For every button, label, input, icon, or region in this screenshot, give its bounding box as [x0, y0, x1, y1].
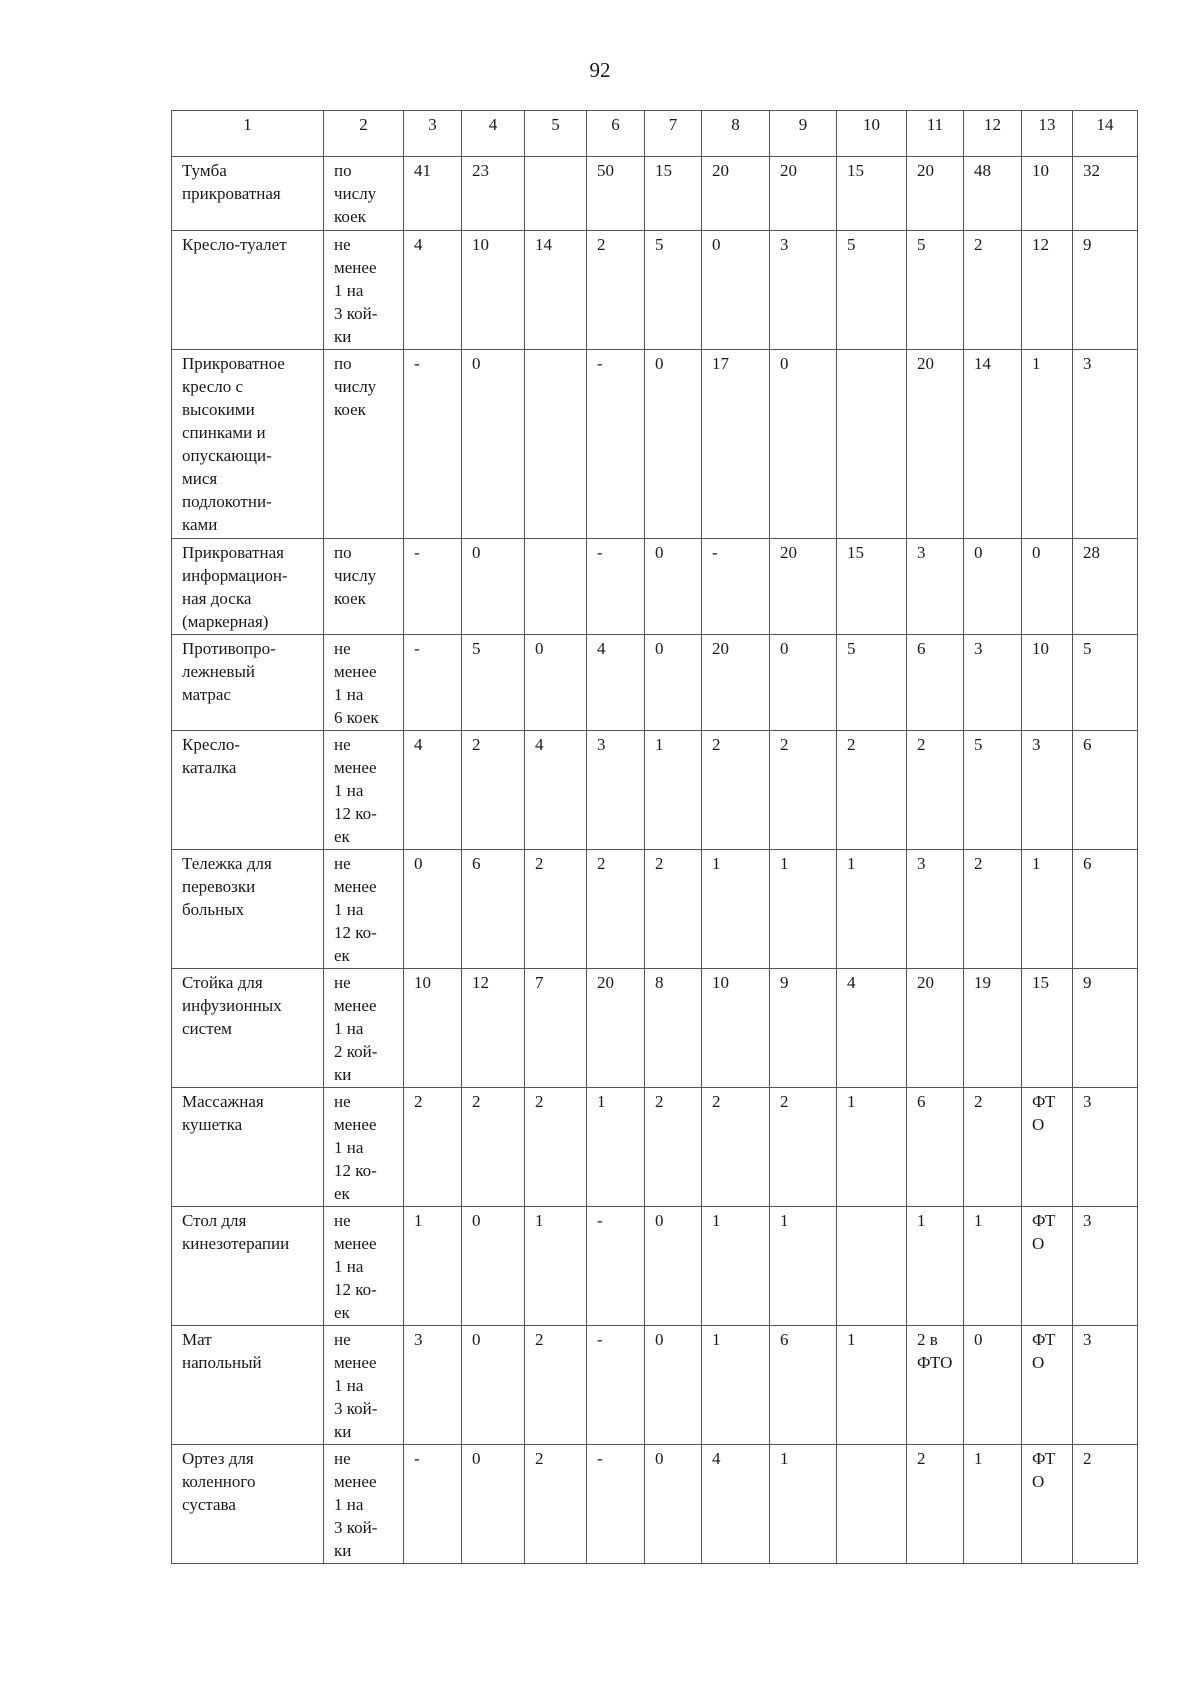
value-cell: 23	[462, 157, 525, 231]
norm-cell: не менее 1 на 12 ко- ек	[324, 1207, 404, 1326]
value-cell: 1	[702, 1207, 770, 1326]
value-cell: 0	[1022, 539, 1073, 635]
value-cell: ФТО	[1022, 1088, 1073, 1207]
value-cell: 2	[1073, 1445, 1138, 1564]
value-cell: 14	[525, 231, 587, 350]
value-cell: 5	[1073, 635, 1138, 731]
value-cell: 5	[907, 231, 964, 350]
value-cell: 15	[645, 157, 702, 231]
value-cell: 41	[404, 157, 462, 231]
value-cell: 1	[837, 850, 907, 969]
equipment-name-cell: Противопро- лежневый матрас	[172, 635, 324, 731]
value-cell: 1	[702, 850, 770, 969]
value-cell: 2	[587, 850, 645, 969]
column-number-header: 7	[645, 111, 702, 157]
value-cell: 0	[964, 539, 1022, 635]
value-cell: 0	[770, 350, 837, 539]
value-cell: 2	[645, 850, 702, 969]
value-cell: 1	[1022, 850, 1073, 969]
value-cell: 0	[964, 1326, 1022, 1445]
column-number-header: 11	[907, 111, 964, 157]
column-number-header: 4	[462, 111, 525, 157]
value-cell: 2	[462, 1088, 525, 1207]
value-cell: 0	[645, 350, 702, 539]
value-cell: -	[404, 635, 462, 731]
table-header-row	[172, 111, 1138, 157]
column-number-header: 12	[964, 111, 1022, 157]
value-cell: 9	[770, 969, 837, 1088]
equipment-name-cell: Тумба прикроватная	[172, 157, 324, 231]
value-cell: 6	[770, 1326, 837, 1445]
value-cell: 0	[645, 1207, 702, 1326]
value-cell: 1	[645, 731, 702, 850]
value-cell: 2	[525, 1326, 587, 1445]
equipment-name-cell: Кресло-туалет	[172, 231, 324, 350]
value-cell: 9	[1073, 969, 1138, 1088]
value-cell: -	[587, 539, 645, 635]
value-cell: 2	[837, 731, 907, 850]
norm-cell: не менее 1 на 12 ко- ек	[324, 850, 404, 969]
value-cell: 5	[837, 231, 907, 350]
value-cell: 5	[964, 731, 1022, 850]
norm-cell: по числу коек	[324, 350, 404, 539]
value-cell: 20	[702, 157, 770, 231]
value-cell: 8	[645, 969, 702, 1088]
value-cell: 3	[907, 539, 964, 635]
equipment-name-cell: Стойка для инфузионных систем	[172, 969, 324, 1088]
value-cell: 1	[587, 1088, 645, 1207]
value-cell: 1	[1022, 350, 1073, 539]
norm-cell: не менее 1 на 6 коек	[324, 635, 404, 731]
value-cell: 2 в ФТО	[907, 1326, 964, 1445]
value-cell	[837, 1445, 907, 1564]
value-cell: 0	[645, 539, 702, 635]
table-row	[172, 1445, 1138, 1564]
value-cell: 3	[1073, 350, 1138, 539]
value-cell: 2	[964, 850, 1022, 969]
value-cell	[525, 157, 587, 231]
value-cell: 0	[645, 1326, 702, 1445]
value-cell: 1	[702, 1326, 770, 1445]
norm-cell: по числу коек	[324, 539, 404, 635]
value-cell: 50	[587, 157, 645, 231]
value-cell: 0	[462, 1207, 525, 1326]
value-cell: 2	[964, 1088, 1022, 1207]
value-cell: 2	[462, 731, 525, 850]
value-cell: 15	[1022, 969, 1073, 1088]
value-cell: 3	[404, 1326, 462, 1445]
norm-cell: не менее 1 на 3 кой- ки	[324, 231, 404, 350]
value-cell: -	[702, 539, 770, 635]
table-row	[172, 157, 1138, 231]
value-cell: 6	[1073, 850, 1138, 969]
value-cell: 4	[587, 635, 645, 731]
page-number: 92	[589, 58, 611, 82]
equipment-name-cell: Ортез для коленного сустава	[172, 1445, 324, 1564]
value-cell: ФТО	[1022, 1445, 1073, 1564]
value-cell: 20	[907, 969, 964, 1088]
value-cell: ФТО	[1022, 1207, 1073, 1326]
table-row	[172, 635, 1138, 731]
value-cell: 9	[1073, 231, 1138, 350]
value-cell: -	[587, 350, 645, 539]
norm-cell: не менее 1 на 3 кой- ки	[324, 1326, 404, 1445]
value-cell: 6	[1073, 731, 1138, 850]
value-cell: 2	[907, 1445, 964, 1564]
value-cell: 32	[1073, 157, 1138, 231]
table-row	[172, 231, 1138, 350]
value-cell: 1	[525, 1207, 587, 1326]
value-cell: -	[404, 539, 462, 635]
value-cell: 10	[404, 969, 462, 1088]
value-cell: 5	[645, 231, 702, 350]
value-cell: 3	[587, 731, 645, 850]
value-cell: 0	[770, 635, 837, 731]
norm-cell: не менее 1 на 2 кой- ки	[324, 969, 404, 1088]
column-number-header: 3	[404, 111, 462, 157]
value-cell: 15	[837, 157, 907, 231]
value-cell: 0	[645, 635, 702, 731]
value-cell: 10	[1022, 635, 1073, 731]
value-cell: -	[587, 1445, 645, 1564]
table-row	[172, 969, 1138, 1088]
value-cell: 1	[837, 1088, 907, 1207]
column-number-header: 5	[525, 111, 587, 157]
value-cell: 6	[907, 1088, 964, 1207]
value-cell: 0	[462, 1326, 525, 1445]
value-cell	[525, 539, 587, 635]
value-cell: 0	[404, 850, 462, 969]
value-cell: 2	[702, 731, 770, 850]
value-cell	[837, 350, 907, 539]
value-cell: 17	[702, 350, 770, 539]
value-cell: -	[587, 1207, 645, 1326]
value-cell: 4	[702, 1445, 770, 1564]
value-cell: 20	[770, 157, 837, 231]
column-number-header: 9	[770, 111, 837, 157]
value-cell: ФТО	[1022, 1326, 1073, 1445]
value-cell: 6	[907, 635, 964, 731]
value-cell: 1	[837, 1326, 907, 1445]
value-cell: 20	[770, 539, 837, 635]
norm-cell: не менее 1 на 12 ко- ек	[324, 731, 404, 850]
value-cell: 3	[1073, 1326, 1138, 1445]
value-cell: 0	[462, 539, 525, 635]
value-cell: 2	[702, 1088, 770, 1207]
value-cell: 0	[462, 350, 525, 539]
column-number-header: 13	[1022, 111, 1073, 157]
value-cell: 1	[404, 1207, 462, 1326]
value-cell: 3	[964, 635, 1022, 731]
value-cell: 2	[404, 1088, 462, 1207]
value-cell: 0	[462, 1445, 525, 1564]
value-cell: 2	[525, 850, 587, 969]
value-cell: 4	[525, 731, 587, 850]
table-row	[172, 850, 1138, 969]
value-cell: 2	[964, 231, 1022, 350]
value-cell: 20	[702, 635, 770, 731]
value-cell: 3	[1022, 731, 1073, 850]
equipment-name-cell: Стол для кинезотерапии	[172, 1207, 324, 1326]
table-row	[172, 1326, 1138, 1445]
value-cell: 1	[964, 1207, 1022, 1326]
table-row	[172, 731, 1138, 850]
value-cell	[525, 350, 587, 539]
value-cell: 2	[525, 1088, 587, 1207]
column-number-header: 8	[702, 111, 770, 157]
value-cell: 2	[770, 1088, 837, 1207]
value-cell: 4	[837, 969, 907, 1088]
value-cell: 0	[645, 1445, 702, 1564]
column-number-header: 6	[587, 111, 645, 157]
value-cell: 2	[587, 231, 645, 350]
value-cell: 5	[837, 635, 907, 731]
value-cell: 6	[462, 850, 525, 969]
equipment-name-cell: Мат напольный	[172, 1326, 324, 1445]
value-cell: 20	[907, 350, 964, 539]
value-cell: 2	[770, 731, 837, 850]
value-cell: 1	[770, 1207, 837, 1326]
value-cell: 1	[907, 1207, 964, 1326]
value-cell: 10	[1022, 157, 1073, 231]
value-cell: 4	[404, 231, 462, 350]
value-cell: 14	[964, 350, 1022, 539]
equipment-name-cell: Тележка для перевозки больных	[172, 850, 324, 969]
value-cell: 2	[907, 731, 964, 850]
value-cell: 12	[1022, 231, 1073, 350]
value-cell: 2	[525, 1445, 587, 1564]
value-cell: 1	[770, 1445, 837, 1564]
column-number-header: 10	[837, 111, 907, 157]
value-cell: 3	[907, 850, 964, 969]
equipment-table	[171, 110, 1138, 1564]
value-cell: 15	[837, 539, 907, 635]
column-number-header: 14	[1073, 111, 1138, 157]
table-row	[172, 1088, 1138, 1207]
equipment-name-cell: Массажная кушетка	[172, 1088, 324, 1207]
value-cell: 1	[770, 850, 837, 969]
table-row	[172, 350, 1138, 539]
value-cell: 0	[702, 231, 770, 350]
norm-cell: по числу коек	[324, 157, 404, 231]
column-number-header: 2	[324, 111, 404, 157]
value-cell: -	[404, 1445, 462, 1564]
norm-cell: не менее 1 на 3 кой- ки	[324, 1445, 404, 1564]
value-cell: 5	[462, 635, 525, 731]
equipment-name-cell: Прикроватная информацион- ная доска (маркерная)	[172, 539, 324, 635]
value-cell: 0	[525, 635, 587, 731]
value-cell: 7	[525, 969, 587, 1088]
value-cell: 2	[645, 1088, 702, 1207]
value-cell: -	[404, 350, 462, 539]
value-cell: 19	[964, 969, 1022, 1088]
norm-cell: не менее 1 на 12 ко- ек	[324, 1088, 404, 1207]
value-cell: 1	[964, 1445, 1022, 1564]
value-cell: 3	[1073, 1207, 1138, 1326]
equipment-name-cell: Прикроватное кресло с высокими спинками и опускающи- мися подлокотни- ками	[172, 350, 324, 539]
value-cell: 20	[907, 157, 964, 231]
equipment-name-cell: Кресло- каталка	[172, 731, 324, 850]
value-cell: 3	[1073, 1088, 1138, 1207]
table-row	[172, 1207, 1138, 1326]
value-cell: 3	[770, 231, 837, 350]
value-cell: 4	[404, 731, 462, 850]
value-cell: 28	[1073, 539, 1138, 635]
value-cell: 10	[462, 231, 525, 350]
value-cell	[837, 1207, 907, 1326]
table-row	[172, 539, 1138, 635]
value-cell: 10	[702, 969, 770, 1088]
value-cell: 12	[462, 969, 525, 1088]
column-number-header: 1	[172, 111, 324, 157]
value-cell: -	[587, 1326, 645, 1445]
value-cell: 20	[587, 969, 645, 1088]
value-cell: 48	[964, 157, 1022, 231]
